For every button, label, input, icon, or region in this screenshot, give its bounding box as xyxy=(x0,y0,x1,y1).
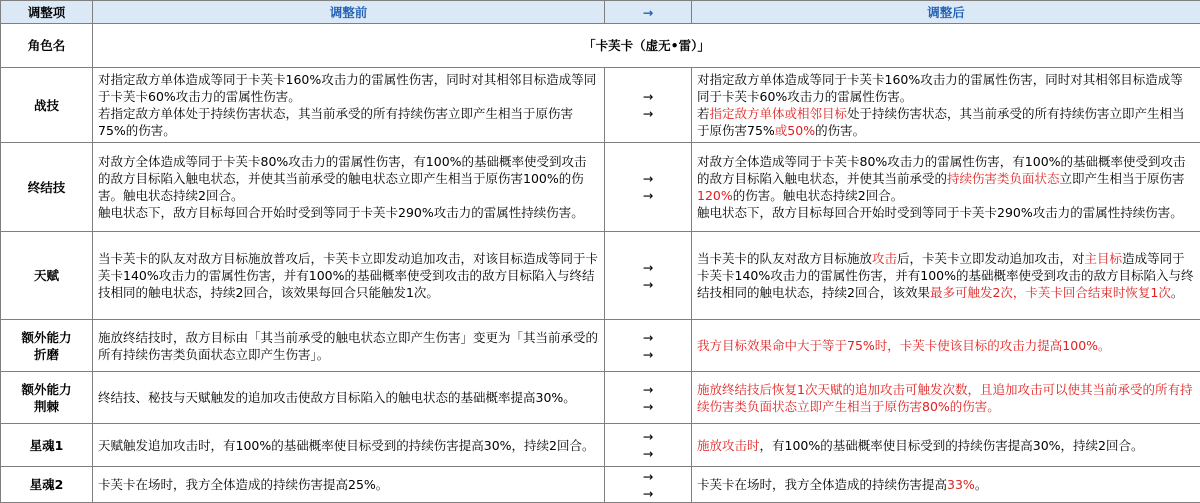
before-cell xyxy=(93,143,605,232)
arrow-cell xyxy=(605,467,692,503)
before-paragraph: 触电状态下，敌方目标每回合开始时受到等同于卡芙卡290%攻击力的雷属性持续伤害。 xyxy=(98,204,599,221)
before-cell xyxy=(93,320,605,372)
after-paragraph xyxy=(697,153,1195,204)
unchanged-text: 处于持续伤害状态，其当前承受的所有持续伤害立即产生相当于原伤害75% xyxy=(697,106,1185,138)
header-item: 调整项 xyxy=(1,1,93,24)
row-label-line: 星魂2 xyxy=(3,476,90,493)
header-before: 调整前 xyxy=(93,1,605,24)
before-paragraph: 卡芙卡在场时，我方全体造成的持续伤害提高25%。 xyxy=(98,476,599,493)
after-cell xyxy=(692,467,1200,503)
unchanged-text: ，有100%的基础概率使目标受到的持续伤害提高30%，持续2回合。 xyxy=(760,438,1144,453)
changed-text: 施放终结技后恢复1次天赋的追加攻击可触发次数，且追加攻击可以使其当前承受的所有持续伤害类负面状态立即产生相当于原伤害80%的伤害。 xyxy=(697,382,1192,414)
character-label: 角色名 xyxy=(1,24,93,68)
header-row xyxy=(1,1,1200,24)
arrow-cell xyxy=(605,424,692,467)
unchanged-text: 。 xyxy=(975,477,988,492)
arrow-icon: → xyxy=(605,445,691,462)
after-cell xyxy=(692,320,1200,372)
after-paragraph xyxy=(697,381,1195,415)
changed-text: 主目标 xyxy=(1085,251,1123,266)
table-row xyxy=(1,424,1200,467)
before-cell xyxy=(93,467,605,503)
arrow-icon: → xyxy=(605,276,691,293)
arrow-icon: → xyxy=(605,485,691,502)
table-row xyxy=(1,467,1200,503)
after-paragraph xyxy=(697,337,1195,354)
arrow-icon: → xyxy=(605,381,691,398)
character-name: 「卡芙卡（虚无•雷）」 xyxy=(93,24,1200,68)
unchanged-text: 当卡芙卡的队友对敌方目标施放 xyxy=(697,251,872,266)
arrow-icon: → xyxy=(605,187,691,204)
before-paragraph: 若指定敌方单体处于持续伤害状态，其当前承受的所有持续伤害立即产生相当于原伤害75%的伤害。 xyxy=(98,105,599,139)
unchanged-text: 。 xyxy=(1171,285,1184,300)
changed-text: 33% xyxy=(947,477,975,492)
before-paragraph: 天赋触发追加攻击时，有100%的基础概率使目标受到的持续伤害提高30%，持续2回合。 xyxy=(98,437,599,454)
changed-text: 攻击 xyxy=(872,251,897,266)
arrow-cell xyxy=(605,68,692,143)
after-cell xyxy=(692,372,1200,424)
arrow-cell xyxy=(605,232,692,320)
arrow-icon: → xyxy=(605,398,691,415)
header-after: 调整后 xyxy=(692,1,1200,24)
character-row xyxy=(1,24,1200,68)
before-cell xyxy=(93,424,605,467)
row-label-line: 战技 xyxy=(3,97,90,114)
row-label-line: 荆棘 xyxy=(3,398,90,415)
table-row xyxy=(1,68,1200,143)
before-cell xyxy=(93,232,605,320)
after-cell xyxy=(692,143,1200,232)
changed-text: 最多可触发2次，卡芙卡回合结束时恢复1次 xyxy=(930,285,1171,300)
unchanged-text: 的伤害。 xyxy=(815,123,865,138)
table-row xyxy=(1,143,1200,232)
arrow-icon: → xyxy=(605,346,691,363)
unchanged-text: 对指定敌方单体造成等同于卡芙卡160%攻击力的雷属性伤害，同时对其相邻目标造成等同于卡芙卡60%攻击力的雷属性伤害。 xyxy=(697,72,1183,104)
row-label-line: 额外能力 xyxy=(3,381,90,398)
changed-text: 指定敌方单体或相邻目标 xyxy=(710,106,848,121)
table-row xyxy=(1,320,1200,372)
after-cell xyxy=(692,68,1200,143)
row-label-line: 星魂1 xyxy=(3,437,90,454)
unchanged-text: 卡芙卡在场时，我方全体造成的持续伤害提高 xyxy=(697,477,947,492)
arrow-icon: → xyxy=(605,468,691,485)
arrow-cell xyxy=(605,320,692,372)
row-label xyxy=(1,424,93,467)
row-label xyxy=(1,143,93,232)
before-cell xyxy=(93,68,605,143)
row-label-line: 折磨 xyxy=(3,346,90,363)
unchanged-text: 触电状态下，敌方目标每回合开始时受到等同于卡芙卡290%攻击力的雷属性持续伤害。 xyxy=(697,205,1183,220)
row-label xyxy=(1,68,93,143)
unchanged-text: 造成等同于卡芙卡140%攻击力的雷属性伤害，并有100%的基础概率使受到攻击的敌方目标陷入与终结技相同的触电状态，持续2回合，该效果 xyxy=(697,251,1193,300)
arrow-icon: → xyxy=(605,170,691,187)
changed-text: 持续伤害类负面状态 xyxy=(947,171,1060,186)
before-paragraph: 终结技、秘技与天赋触发的追加攻击使敌方目标陷入的触电状态的基础概率提高30%。 xyxy=(98,389,599,406)
arrow-icon: → xyxy=(605,428,691,445)
arrow-icon: → xyxy=(605,105,691,122)
table-row xyxy=(1,372,1200,424)
before-paragraph: 对指定敌方单体造成等同于卡芙卡160%攻击力的雷属性伤害，同时对其相邻目标造成等同于卡芙卡60%攻击力的雷属性伤害。 xyxy=(98,71,599,105)
unchanged-text: 的伤害。触电状态持续2回合。 xyxy=(733,188,903,203)
after-cell xyxy=(692,424,1200,467)
unchanged-text: 后，卡芙卡立即发动追加攻击，对 xyxy=(897,251,1085,266)
unchanged-text: 若 xyxy=(697,106,710,121)
row-label xyxy=(1,372,93,424)
before-paragraph: 对敌方全体造成等同于卡芙卡80%攻击力的雷属性伤害，有100%的基础概率使受到攻击的敌方目标陷入触电状态，并使其当前承受的触电状态立即产生相当于原伤害100%的伤害。触电状态持续2回合。 xyxy=(98,153,599,204)
changed-text: 或50% xyxy=(775,123,815,138)
row-label xyxy=(1,232,93,320)
after-paragraph xyxy=(697,105,1195,139)
changed-text: 我方目标效果命中大于等于75%时，卡芙卡使该目标的攻击力提高100%。 xyxy=(697,338,1111,353)
changed-text: 施放攻击时 xyxy=(697,438,760,453)
row-label xyxy=(1,320,93,372)
row-label xyxy=(1,467,93,503)
arrow-icon: → xyxy=(605,329,691,346)
unchanged-text: 对敌方全体造成等同于卡芙卡80%攻击力的雷属性伤害，有100%的基础概率使受到攻击的敌方目标陷入触电状态，并使其当前承受的 xyxy=(697,154,1186,186)
after-paragraph xyxy=(697,250,1195,301)
row-label-line: 天赋 xyxy=(3,267,90,284)
after-paragraph xyxy=(697,476,1195,493)
after-paragraph xyxy=(697,437,1195,454)
row-label-line: 终结技 xyxy=(3,179,90,196)
before-paragraph: 当卡芙卡的队友对敌方目标施放普攻后，卡芙卡立即发动追加攻击，对该目标造成等同于卡芙卡140%攻击力的雷属性伤害，并有100%的基础概率使受到攻击的敌方目标陷入与终结技相同的触电状态，持续2回合，该效果每回合只能触发1次。 xyxy=(98,250,599,301)
before-paragraph: 施放终结技时，敌方目标由「其当前承受的触电状态立即产生伤害」变更为「其当前承受的所有持续伤害类负面状态立即产生伤害」。 xyxy=(98,329,599,363)
arrow-cell xyxy=(605,372,692,424)
after-cell xyxy=(692,232,1200,320)
after-paragraph xyxy=(697,71,1195,105)
arrow-cell xyxy=(605,143,692,232)
arrow-icon: → xyxy=(605,259,691,276)
row-label-line: 额外能力 xyxy=(3,329,90,346)
after-paragraph xyxy=(697,204,1195,221)
table-row xyxy=(1,232,1200,320)
header-arrow: → xyxy=(605,1,692,24)
unchanged-text: 立即产生相当于原伤害 xyxy=(1060,171,1185,186)
arrow-icon: → xyxy=(605,88,691,105)
before-cell xyxy=(93,372,605,424)
changed-text: 120% xyxy=(697,188,733,203)
